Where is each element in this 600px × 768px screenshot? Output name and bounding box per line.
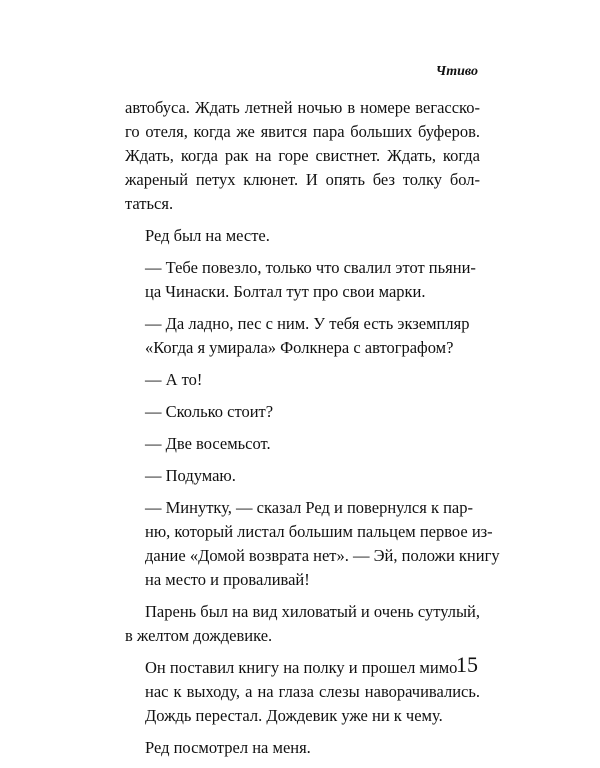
paragraph-10 [125, 600, 480, 648]
text-line: Ред был на месте. [145, 226, 270, 245]
text-line: — Две восемьсот. [145, 434, 271, 453]
paragraph-2 [125, 224, 480, 248]
paragraph-12 [125, 736, 480, 760]
text-line: нас к выходу, а на глаза слезы наворачивались. [145, 682, 480, 701]
text-line: Парень был на вид хиловатый и очень сутулый, в желтом дождевике. [125, 602, 480, 645]
paragraph-5 [125, 368, 480, 392]
text-line: автобуса. Ждать летней ночью в номере вегасско- [125, 98, 480, 117]
text-line: — Сколько стоит? [145, 402, 274, 421]
text-line: — Тебе повезло, только что свалил этот пьяни- [145, 258, 476, 277]
text-line: — Минутку, — сказал Ред и повернулся к пар- [145, 498, 473, 517]
paragraph-7 [125, 432, 480, 456]
paragraph-3 [125, 256, 480, 304]
page-number: 15 [456, 652, 478, 677]
paragraph-11 [125, 656, 480, 728]
text-line: — Да ладно, пес с ним. У тебя есть экземпляр [145, 314, 470, 333]
text-line: ню, который листал большим пальцем первое из- [145, 522, 493, 541]
paragraph-8 [125, 464, 480, 488]
text-line: таться. [125, 194, 174, 213]
paragraph-4 [125, 312, 480, 360]
text-line: Он поставил книгу на полку и прошел мимо [145, 658, 458, 677]
text-line: Ждать, когда рак на горе свистнет. Ждать, когда [125, 146, 480, 165]
text-line: жареный петух клюнет. И опять без толку бол- [125, 170, 480, 189]
text-line: — А то! [145, 370, 203, 389]
text-line: ца Чинаски. Болтал тут про свои марки. [145, 282, 426, 301]
paragraph-6 [125, 400, 480, 424]
text-line: го отеля, когда же явится пара больших буферов. [125, 122, 480, 141]
body-text [125, 96, 500, 768]
text-line: Ред посмотрел на меня. [145, 738, 311, 757]
paragraph-1 [125, 96, 480, 216]
text-line: — Подумаю. [145, 466, 236, 485]
paragraph-9 [125, 496, 500, 592]
text-line: Дождь перестал. Дождевик уже ни к чему. [145, 706, 443, 725]
text-line: «Когда я умирала» Фолкнера с автографом? [145, 338, 454, 357]
text-line: на место и проваливай! [145, 570, 310, 589]
running-head: Чтиво [435, 64, 478, 79]
text-line: дание «Домой возврата нет». — Эй, положи книгу [145, 546, 500, 565]
